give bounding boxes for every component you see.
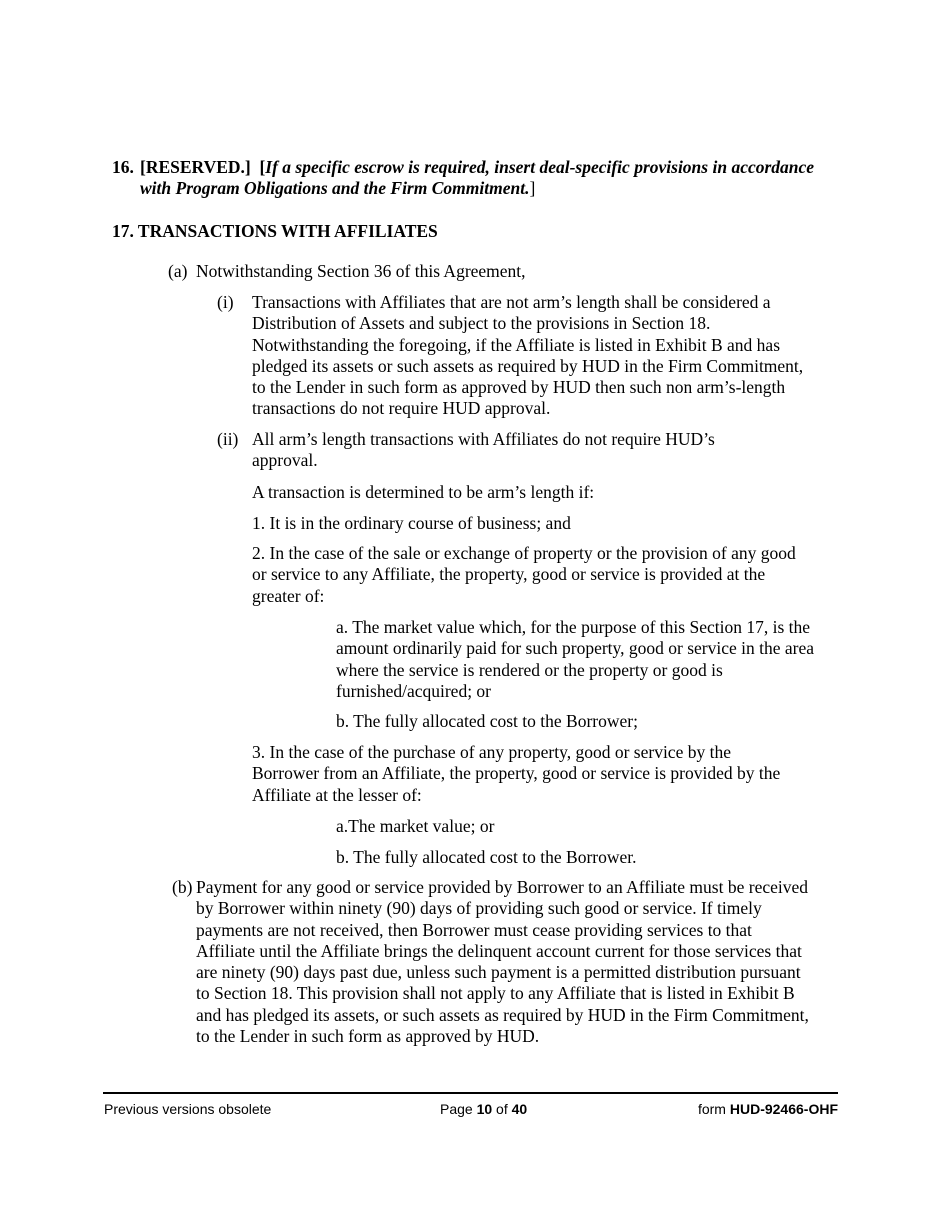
item-ii-text: All arm’s length transactions with Affiliates do not require HUD’s approval. [252,429,715,471]
item-i-label: (i) [217,292,234,312]
subsection-a-label: (a) [168,261,188,281]
subsection-a-intro: Notwithstanding Section 36 of this Agreement, [196,261,526,281]
footer-form-id [698,1101,838,1117]
section-16-number: 16. [112,157,134,177]
condition-1: 1. It is in the ordinary course of business; and [252,513,571,533]
footer-divider [103,1092,838,1094]
page-of: of [492,1101,512,1117]
footer-obsolete-note: Previous versions obsolete [104,1101,272,1117]
item-i-text: Transactions with Affiliates that are not arm’s length shall be considered a Distribution of Assets and subject to the provisions in Section 18. Notwithstanding the foregoing, if the Affiliate is listed in Exhibit B and has pledged its assets or such assets as required by HUD in the Firm Commitment, to the Lender in such form as approved by HUD then such non arm’s-length transactions do not require HUD approval. [252,292,804,419]
section-16-close-bracket: ] [529,178,536,199]
condition-3b: b. The fully allocated cost to the Borrower. [336,847,637,867]
section-16-title: [RESERVED.] [140,157,251,177]
subsection-b-label: (b) [172,877,193,897]
condition-2b: b. The fully allocated cost to the Borrower; [336,711,638,731]
item-ii-label: (ii) [217,429,239,449]
page-current: 10 [476,1101,493,1117]
section-16-note: If a specific escrow is required, insert deal-specific provisions in accordance with Program Obligations and the Firm Commitment. [140,157,815,199]
form-number: HUD-92466-OHF [729,1101,838,1117]
footer-page-number [440,1101,527,1117]
subsection-b-text: Payment for any good or service provided by Borrower to an Affiliate must be received by Borrower within ninety (90) days of providing such good or service. If timely payments are not received, then Borrower must cease providing services to that Affiliate until the Affiliate brings the delinquent account current for those services that are ninety (90) days past due, unless such payment is a permitted distribution pursuant to Section 18. This provision shall not apply to any Affiliate that is listed in Exhibit B and has pledged its assets, or such assets as required by HUD in the Firm Commitment, to the Lender in such form as approved by HUD. [196,877,809,1047]
form-prefix: form [697,1101,730,1117]
condition-2: 2. In the case of the sale or exchange of property or the provision of any good or service to any Affiliate, the property, good or service is provided at the greater of: [252,543,796,606]
section-16-body [140,157,820,200]
condition-3a: a.The market value; or [336,816,495,836]
section-17-heading: 17. TRANSACTIONS WITH AFFILIATES [112,221,438,241]
page-prefix: Page [440,1101,477,1117]
page-total: 40 [511,1101,528,1117]
section-16-open-bracket: [ [259,157,266,177]
condition-2a: a. The market value which, for the purpose of this Section 17, is the amount ordinarily paid for such property, good or service in the area where the service is rendered or the property or good is furnished/acquired; or [336,617,815,701]
condition-3: 3. In the case of the purchase of any property, good or service by the Borrower from an Affiliate, the property, good or service is provided by the Affiliate at the lesser of: [252,742,781,805]
arms-length-determination: A transaction is determined to be arm’s length if: [252,482,595,502]
